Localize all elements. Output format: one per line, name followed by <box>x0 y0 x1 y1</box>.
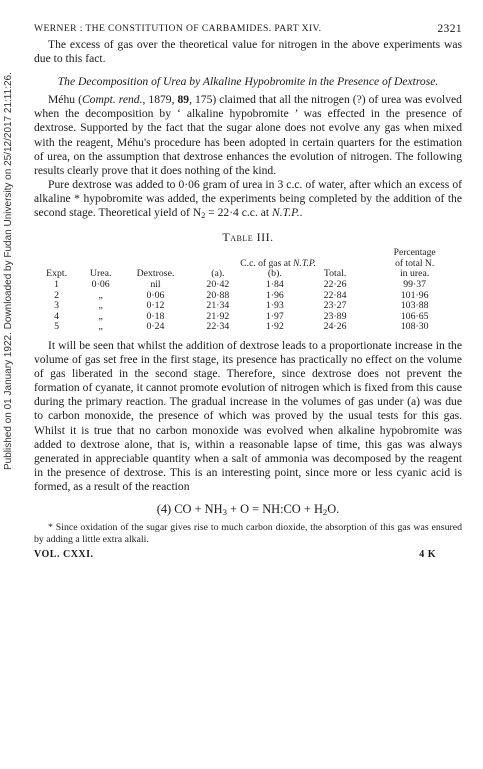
cell-dextrose: 0·18 <box>146 310 165 322</box>
running-head-title: WERNER : THE CONSTITUTION OF CARBAMIDES. PART XIV. <box>34 23 322 34</box>
table-row <box>34 322 462 333</box>
col-header-expt: Expt. <box>46 268 68 280</box>
cell-urea: „ <box>98 321 103 333</box>
col-header-in-urea: in urea. <box>399 268 430 280</box>
cell-expt: 1 <box>54 279 60 290</box>
download-stamp-sidebar <box>0 0 22 769</box>
download-stamp-text: Published on 01 January 1922. Downloaded by Fudan University on 25/12/2017 21:11:26. <box>3 72 14 470</box>
col-header-b: (b). <box>267 268 282 280</box>
cell-percentage: 106·65 <box>400 310 429 322</box>
cell-percentage: 99·37 <box>403 279 427 290</box>
cell-percentage: 108·30 <box>400 321 429 333</box>
cell-urea: „ <box>98 310 103 322</box>
paragraph-procedure-body: Pure dextrose was added to 0·06 gram of urea in 3 c.c. of water, after which an excess of alkaline * hypobromite was added, the experiments being completed by the addition of the second stage. Theoretical yield of N <box>34 177 462 220</box>
col-header-total: Total. <box>323 268 347 280</box>
cell-expt: 5 <box>54 321 60 333</box>
ref-rest: , 175) <box>189 93 217 107</box>
ref-open: ( <box>78 93 82 107</box>
gas-volume-group-header: C.c. of gas at N.T.P. <box>240 257 316 269</box>
cell-a: 22·34 <box>206 321 230 333</box>
cell-dextrose: nil <box>150 279 161 290</box>
cell-expt: 2 <box>54 289 60 301</box>
page-number: 2321 <box>437 23 462 35</box>
cell-total: 24·26 <box>323 321 347 333</box>
cell-expt: 3 <box>54 300 60 312</box>
journal-page <box>34 22 462 562</box>
volume-label: VOL. CXXI. <box>34 548 94 560</box>
results-table <box>34 248 462 333</box>
cell-b: 1·92 <box>265 321 284 333</box>
cell-total: 23·89 <box>323 310 347 322</box>
signature-mark: 4 K <box>419 548 436 560</box>
cell-total: 22·84 <box>323 289 347 301</box>
author-name: Méhu <box>48 93 76 107</box>
percentage-header: Percentage of total N. <box>393 247 436 269</box>
cell-urea: „ <box>98 300 103 312</box>
cell-urea: 0·06 <box>91 279 110 290</box>
cell-dextrose: 0·12 <box>146 300 165 312</box>
theoretical-yield: = 22·4 c.c. at <box>205 206 273 220</box>
cell-expt: 4 <box>54 310 60 322</box>
cell-a: 21·92 <box>206 310 230 322</box>
table-header-row-top <box>34 248 462 269</box>
ref-year: , 1879, <box>142 93 178 107</box>
cell-b: 1·97 <box>265 310 284 322</box>
cell-urea: „ <box>98 289 103 301</box>
ref-journal: Compt. rend. <box>81 93 143 107</box>
reaction-equation: (4) CO + $NH_3 + O$ = NH:CO + $H_2O$. <box>156 502 340 517</box>
paragraph-discussion: It will be seen that whilst the addition of dextrose leads to a proportionate increase in the volume of gas set free in the first stage, its presence has practically no effect on the volume of gas liberated in the second stage. Therefore, since dextrose does not prevent the formation of cyanate, it cannot promote evolution of nitrogen which is fixed from this cause during the primary reaction. The gradual increase in the volumes of gas under (a) was due to carbon monoxide, the presence of which was proved by the usual tests for this gas. Whilst it is true that no carbon monoxide was evolved when alkaline hypobromite was added to dextrose alone, that is, within a reasonable lapse of time, this gas was always generated in appreciable quantity when a salt of ammonia was decomposed by the reagent in the presence of dextrose. This is an interesting point, since more or less cyanic acid is formed, as a result of the reaction <box>34 338 462 493</box>
col-header-dextrose: Dextrose. <box>136 268 175 280</box>
cell-b: 1·93 <box>265 300 284 312</box>
footnote: * Since oxidation of the sugar gives rise to much carbon dioxide, the absorption of this gas was ensured by adding a little extra alkali. <box>34 522 462 545</box>
table-row <box>34 280 462 291</box>
cell-dextrose: 0·24 <box>146 321 165 333</box>
n2-subscript: 2 <box>201 211 206 221</box>
section-title: The Decomposition of Urea by Alkaline Hypobromite in the Presence of Dextrose. <box>57 75 439 89</box>
cell-a: 20·88 <box>206 289 230 301</box>
cell-percentage: 101·96 <box>400 289 429 301</box>
cell-dextrose: 0·06 <box>146 289 165 301</box>
cell-total: 23·27 <box>323 300 347 312</box>
paragraph-mehu-body: claimed that all the nitrogen (?) of urea was evolved when the decomposition by ‘ alkaline hypobromite ’ was effected in the presence of dextrose. Supported by the fact that the sugar alone does not evolve any gas when mixed with the reagent, Méhu's procedure has been adopted in certain quarters for the estimation of urea, on the assumption that dextrose enhances the evolution of nitrogen. The following results clearly prove that it does nothing of the kind. <box>34 93 462 177</box>
paragraph-procedure: Pure dextrose was added to 0·06 gram of urea in 3 c.c. of water, after which an excess of alkaline * hypobromite was added, the experiments being completed by the addition of the second stage. Theoretical yield of $N_2 = 22\cdot 4$ c.c. at N.T.P.. <box>34 177 462 221</box>
cell-b: 1·84 <box>265 279 284 290</box>
paragraph-mehu <box>34 93 462 178</box>
col-header-a: (a). <box>211 268 225 280</box>
cell-b: 1·96 <box>265 289 284 301</box>
page-footer <box>34 548 462 562</box>
cell-percentage: 103·88 <box>400 300 429 312</box>
running-head <box>34 22 462 38</box>
cell-a: 21·34 <box>206 300 230 312</box>
ref-volume: 89 <box>177 93 190 107</box>
ntp-italic: N.T.P. <box>272 206 300 220</box>
paragraph-excess-gas: The excess of gas over the theoretical value for nitrogen in the above experiments was due to this fact. <box>34 38 462 66</box>
cell-a: 20·42 <box>206 279 230 290</box>
col-header-urea: Urea. <box>89 268 112 280</box>
table-title: Table III. <box>222 230 274 245</box>
cell-total: 22·26 <box>323 279 347 290</box>
